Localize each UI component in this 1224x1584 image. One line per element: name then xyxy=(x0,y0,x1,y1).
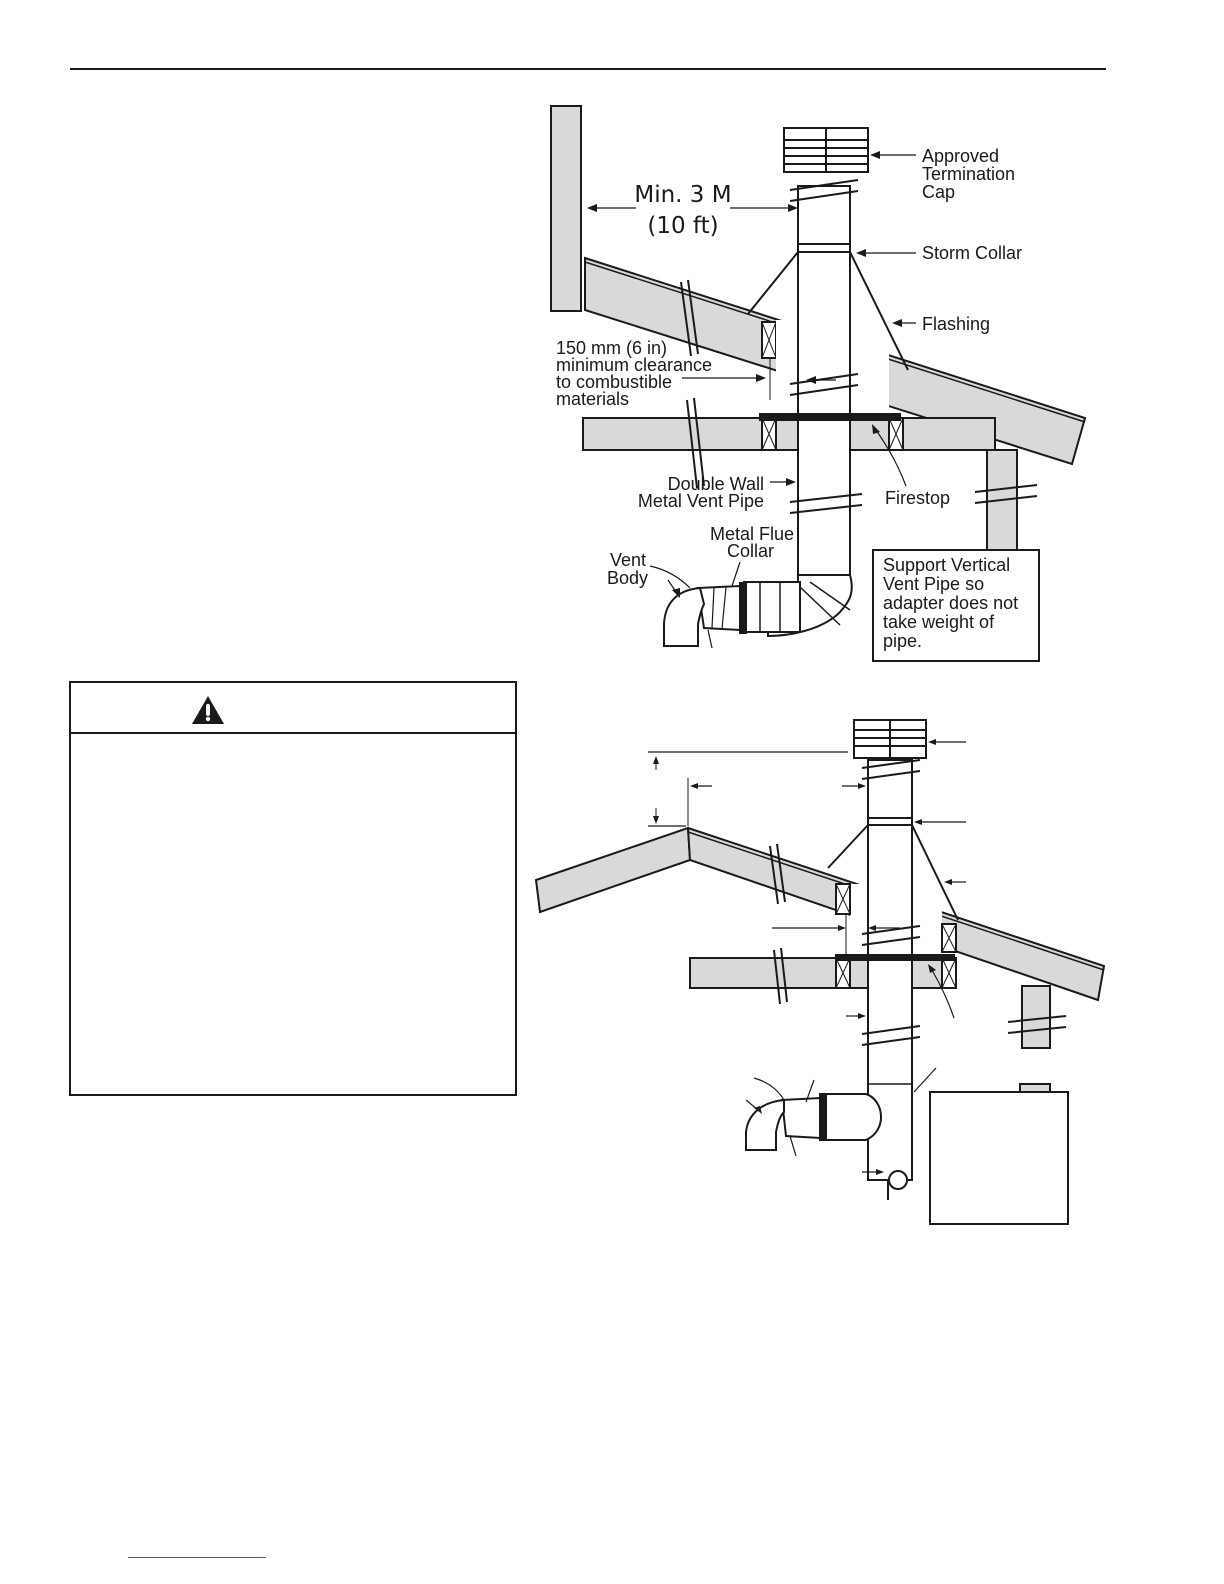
ceiling-joist xyxy=(583,418,995,450)
vent-body-label-2: Body xyxy=(606,568,648,588)
flashing xyxy=(748,252,798,314)
flue-collar-label-2: Collar xyxy=(726,541,774,561)
adjacent-wall xyxy=(551,106,581,311)
support-post-2 xyxy=(1022,986,1050,1048)
flue-connector xyxy=(744,582,800,632)
vent-pipe-label-1: Double Wall xyxy=(667,474,764,494)
storm-collar xyxy=(798,244,850,252)
cap-label-1: Approved xyxy=(922,146,1000,166)
support-note-5: pipe. xyxy=(883,631,923,651)
firestop-plate xyxy=(760,414,900,420)
cap-label-2: Termination xyxy=(922,164,1016,184)
warning-box xyxy=(69,681,517,1096)
combustible-label-1: 150 mm (6 in) xyxy=(556,338,668,358)
warning-triangle-icon xyxy=(191,695,225,725)
footer-link-underline[interactable] xyxy=(128,1557,266,1558)
storm-collar-label: Storm Collar xyxy=(922,243,1023,263)
clearance-label-bottom: (10 ft) xyxy=(647,213,719,239)
combustible-label-2: minimum clearance xyxy=(556,355,713,375)
flashing-label: Flashing xyxy=(922,314,991,334)
vent-pipe-label-2: Metal Vent Pipe xyxy=(637,491,764,511)
combustible-label-3: to combustible xyxy=(556,372,673,392)
support-note-3: adapter does not xyxy=(883,593,1019,613)
note-box-2 xyxy=(930,1092,1068,1224)
clearance-label-top: Min. 3 M xyxy=(634,182,732,208)
flue-collar-label-1: Metal Flue xyxy=(709,524,794,544)
combustible-label-4: materials xyxy=(556,389,630,409)
vent-body xyxy=(664,588,704,646)
support-note-4: take weight of xyxy=(883,612,995,632)
cap-label-3: Cap xyxy=(922,182,956,202)
support-note-1: Support Vertical xyxy=(883,555,1011,575)
figure-2-ridge-vent xyxy=(536,720,1104,1224)
left-roof-slab xyxy=(536,828,690,912)
support-note-2: Vent Pipe so xyxy=(883,574,985,594)
vent-body-label-1: Vent xyxy=(609,550,646,570)
ceiling-joist-2 xyxy=(690,958,955,988)
firestop-label: Firestop xyxy=(885,488,951,508)
warning-header xyxy=(71,683,515,734)
